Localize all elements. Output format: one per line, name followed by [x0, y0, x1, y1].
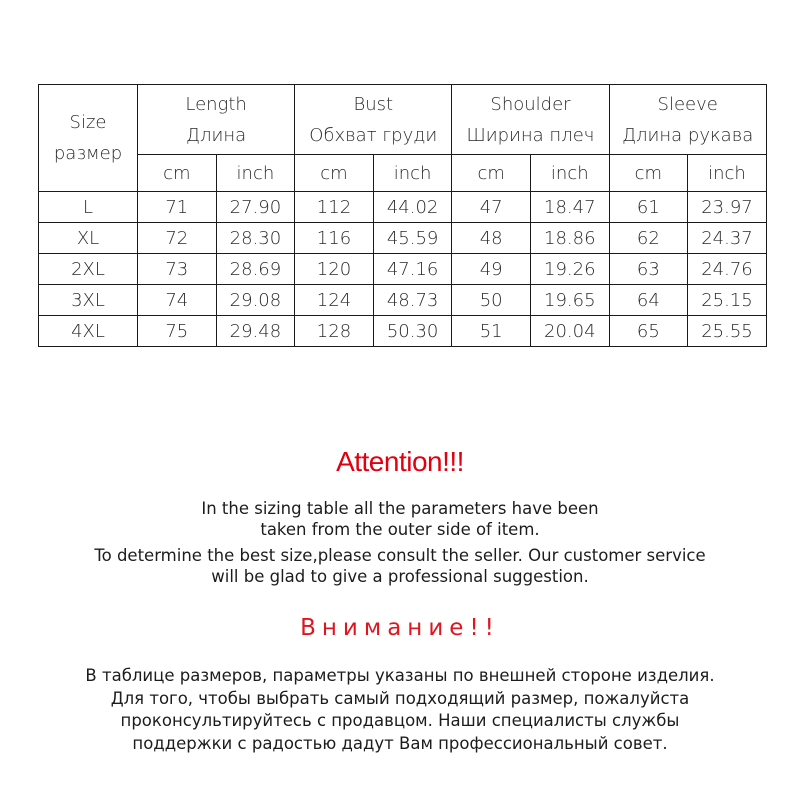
table-cell: 74 [138, 285, 217, 316]
table-row [39, 285, 767, 316]
table-cell: 19.65 [530, 285, 609, 316]
size-label-cell: 3XL [39, 285, 138, 316]
table-cell: 62 [609, 223, 688, 254]
table-row [39, 223, 767, 254]
table-cell: 63 [609, 254, 688, 285]
table-cell: 47 [452, 192, 531, 223]
length-header-cell [138, 85, 295, 155]
length-header-ru: Длина [186, 124, 247, 146]
unit-cell: inch [688, 155, 767, 192]
notice-line: In the sizing table all the parameters have been [201, 499, 599, 518]
table-cell: 28.30 [216, 223, 295, 254]
table-cell: 73 [138, 254, 217, 285]
size-label-cell: L [39, 192, 138, 223]
table-cell: 112 [295, 192, 374, 223]
size-header-cell [39, 85, 138, 192]
table-cell: 28.69 [216, 254, 295, 285]
table-cell: 25.15 [688, 285, 767, 316]
shoulder-header-ru: Ширина плеч [466, 124, 595, 146]
table-cell: 29.48 [216, 316, 295, 347]
table-cell: 44.02 [373, 192, 452, 223]
table-cell: 64 [609, 285, 688, 316]
sleeve-header-en: Sleeve [657, 93, 718, 115]
sleeve-header-ru: Длина рукава [622, 124, 754, 146]
bust-header-cell [295, 85, 452, 155]
shoulder-header-cell [452, 85, 609, 155]
table-cell: 20.04 [530, 316, 609, 347]
table-cell: 23.97 [688, 192, 767, 223]
bust-header-en: Bust [353, 93, 394, 115]
attention-heading-en: Attention!!! [336, 446, 464, 477]
size-label-cell: 4XL [39, 316, 138, 347]
notice-ru-paragraph [0, 665, 800, 755]
table-cell: 48 [452, 223, 531, 254]
unit-cell: cm [295, 155, 374, 192]
notice-line: В таблице размеров, параметры указаны по внешней стороне изделия. [85, 666, 715, 685]
unit-cell: inch [373, 155, 452, 192]
table-cell: 61 [609, 192, 688, 223]
unit-cell: cm [609, 155, 688, 192]
notice-line: поддержки с радостью дадут Вам профессиональный совет. [132, 733, 668, 753]
table-cell: 24.37 [688, 223, 767, 254]
size-chart-table [38, 84, 767, 347]
bust-header-ru: Обхват груди [309, 124, 438, 146]
notice-line: taken from the outer side of item. [260, 520, 540, 539]
table-row [39, 316, 767, 347]
notice-line: Для того, чтобы выбрать самый подходящий размер, пожалуйста [110, 688, 690, 708]
table-cell: 24.76 [688, 254, 767, 285]
length-header-en: Length [185, 93, 247, 115]
table-header-row [39, 85, 767, 155]
sleeve-header-cell [609, 85, 766, 155]
table-cell: 48.73 [373, 285, 452, 316]
table-row [39, 254, 767, 285]
table-cell: 18.47 [530, 192, 609, 223]
table-row [39, 192, 767, 223]
table-cell: 50 [452, 285, 531, 316]
table-cell: 72 [138, 223, 217, 254]
table-cell: 120 [295, 254, 374, 285]
size-label-cell: XL [39, 223, 138, 254]
table-cell: 116 [295, 223, 374, 254]
table-cell: 47.16 [373, 254, 452, 285]
attention-heading-ru: Внимание!! [300, 615, 500, 641]
unit-header-row [39, 155, 767, 192]
table-cell: 18.86 [530, 223, 609, 254]
size-header-ru: размер [53, 143, 123, 164]
table-cell: 128 [295, 316, 374, 347]
size-header-en: Size [69, 112, 107, 133]
table-cell: 49 [452, 254, 531, 285]
table-cell: 75 [138, 316, 217, 347]
unit-cell: inch [216, 155, 295, 192]
notice-en-paragraph-2 [0, 545, 800, 587]
table-cell: 19.26 [530, 254, 609, 285]
notice-en-paragraph-1 [0, 498, 800, 540]
table-cell: 45.59 [373, 223, 452, 254]
table-cell: 27.90 [216, 192, 295, 223]
notice-line: To determine the best size,please consult the seller. Our customer service [94, 546, 706, 565]
table-cell: 29.08 [216, 285, 295, 316]
unit-cell: cm [138, 155, 217, 192]
shoulder-header-en: Shoulder [490, 93, 571, 115]
table-cell: 25.55 [688, 316, 767, 347]
unit-cell: cm [452, 155, 531, 192]
notice-line: will be glad to give a professional suggestion. [211, 567, 589, 586]
table-cell: 65 [609, 316, 688, 347]
table-cell: 71 [138, 192, 217, 223]
notice-line: проконсультируйтесь с продавцом. Наши специалисты службы [120, 711, 680, 730]
table-cell: 51 [452, 316, 531, 347]
size-label-cell: 2XL [39, 254, 138, 285]
unit-cell: inch [530, 155, 609, 192]
table-cell: 50.30 [373, 316, 452, 347]
table-cell: 124 [295, 285, 374, 316]
